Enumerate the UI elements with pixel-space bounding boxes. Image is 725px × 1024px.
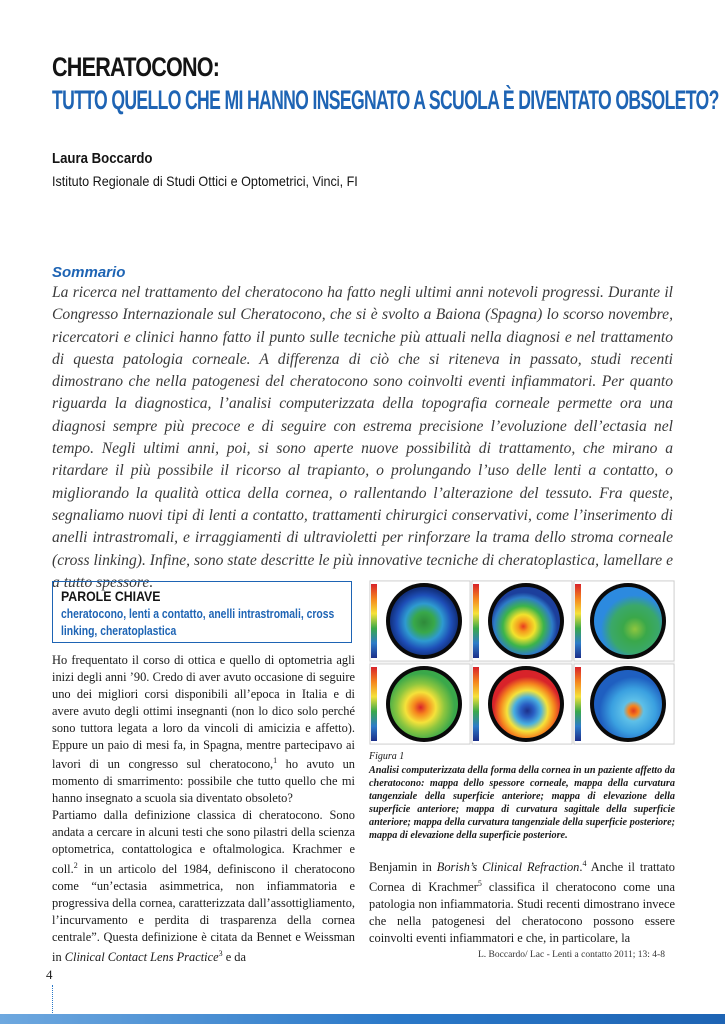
- figure-label: Figura 1: [369, 751, 405, 762]
- keywords-heading: PAROLE CHIAVE: [61, 588, 161, 604]
- title-line-1: CHERATOCONO:: [52, 52, 220, 82]
- corneal-topography-image: [369, 580, 675, 745]
- anterior-elevation-map: [574, 581, 674, 661]
- title-line-2: TUTTO QUELLO CHE MI HANNO INSEGNATO A SCUOLA È DIVENTATO OBSOLETO?: [52, 85, 719, 115]
- footer-citation: L. Boccardo/ Lac - Lenti a contatto 2011; 13: 4-8: [478, 950, 665, 960]
- posterior-elevation-map: [574, 664, 674, 744]
- body-column-left: [52, 652, 355, 966]
- keywords-text: cheratocono, lenti a contatto, anelli intrastromali, cross linking, cheratoplastica: [61, 607, 335, 638]
- abstract-heading: Sommario: [52, 264, 126, 281]
- figure-caption: Analisi computerizzata della forma della cornea in un paziente affetto da cheratocono: mappa dello spessore corneale, mappa della curvatura tangenziale della superficie anteriore; mappa di elevazione della superficie anteriore; mappa di curvatura sagittale della superficie anteriore; mappa della curvatura tangenziale della superficie posteriore; mappa di elevazione della superficie posteriore.: [369, 765, 675, 841]
- topography-maps-figure: [369, 580, 675, 745]
- margin-dotted-line: [52, 985, 54, 1013]
- anterior-sagittal-map: [370, 664, 470, 744]
- anterior-tangential-map: [472, 581, 572, 661]
- author-affiliation: Istituto Regionale di Studi Ottici e Optometrici, Vinci, FI: [52, 173, 358, 189]
- body-column-right: Benjamin in Borish’s Clinical Refraction.$^4$ Anche il trattato Cornea di Krachmer$^5$ classifica il cheratocono come una patologia non infiammatoria. Studi recenti dimostrano invece che nella patogenesi del cheratocono possono essere coinvolti eventi infiammatori e che, in particolare, la: [369, 859, 675, 945]
- body-paragraph-1: Ho frequentato il corso di ottica e quello di optometria agli inizi degli anni ’90. Credo di aver avuto occasione di seguire uno dei migliori corsi disponibili all’epoca in Italia e di avere avuto degli ottimi insegnanti (non lo dico solo perché sono tuttora legata a loro da vincoli di amicizia e affetto). Eppure un paio di mesi fa, in Spagna, mentre partecipavo ai lavori di un congresso sul cheratocono,$^1$ ho avuto un momento di smarrimento: possibile che tutto quello che mi hanno insegnato a scuola sia diventato obsoleto?: [52, 653, 355, 806]
- body-paragraph-2: Partiamo dalla definizione classica di cheratocono. Sono andata a cercare in alcuni testi che sono pilastri della scienza optometrica, contattologica e oftalmologica. Krachmer e coll.$^2$ in un articolo del 1984, definiscono il cheratocono come “un’ectasia asimmetrica, non infiammatoria e progressiva della cornea, caratterizzata dall’assottigliamento, l’incurvamento e perdita di trasparenza della cornea centrale”. Questa definizione è citata da Bennet e Weissman in Clinical Contact Lens Practice$^3$ e da: [52, 808, 355, 964]
- bottom-accent-bar: [0, 1014, 725, 1024]
- keywords-box: [52, 581, 352, 643]
- author-name: Laura Boccardo: [52, 150, 153, 167]
- posterior-tangential-map: [472, 664, 572, 744]
- thickness-map: [370, 581, 470, 661]
- abstract-text: La ricerca nel trattamento del cheratocono ha fatto negli ultimi anni notevoli progressi. Durante il Congresso Internazionale sul Cheratocono, che si è svolto a Baiona (Spagna) lo scorso novembre, ricercatori e clinici hanno fatto il punto sulle tecniche più attuali nella diagnosi e nel trattamento di questa patologia corneale. A differenza di ciò che si riteneva in passato, studi recenti dimostrano che nella patogenesi del cheratocono sono coinvolti eventi infiammatori. Per quanto riguarda la diagnostica, l’analisi computerizzata della topografia corneale permette ora una diagnosi sempre più precoce e di seguire con estrema precisione l’evoluzione dell’ectasia nel tempo. Negli ultimi anni, poi, si sono aperte nuove possibilità di trattamento, che mirano a ritardare il più possibile il ricorso al trapianto, o prolungando l’uso delle lenti a contatto, o migliorando la qualità ottica della cornea, o rallentando l’alterazione del tessuto. Fra queste, segnaliamo nuovi tipi di lenti a contatto, trattamenti chirurgici conservativi, come l’inserimento di anelli intrastromali, e irraggiamenti di ultravioletti per rinforzare la trama dello stroma corneale (cross linking). Infine, sono state descritte le più innovative tecniche di cheratoplastica, lamellare e a tutto spessore.: [52, 284, 673, 591]
- page-number: 4: [46, 967, 53, 982]
